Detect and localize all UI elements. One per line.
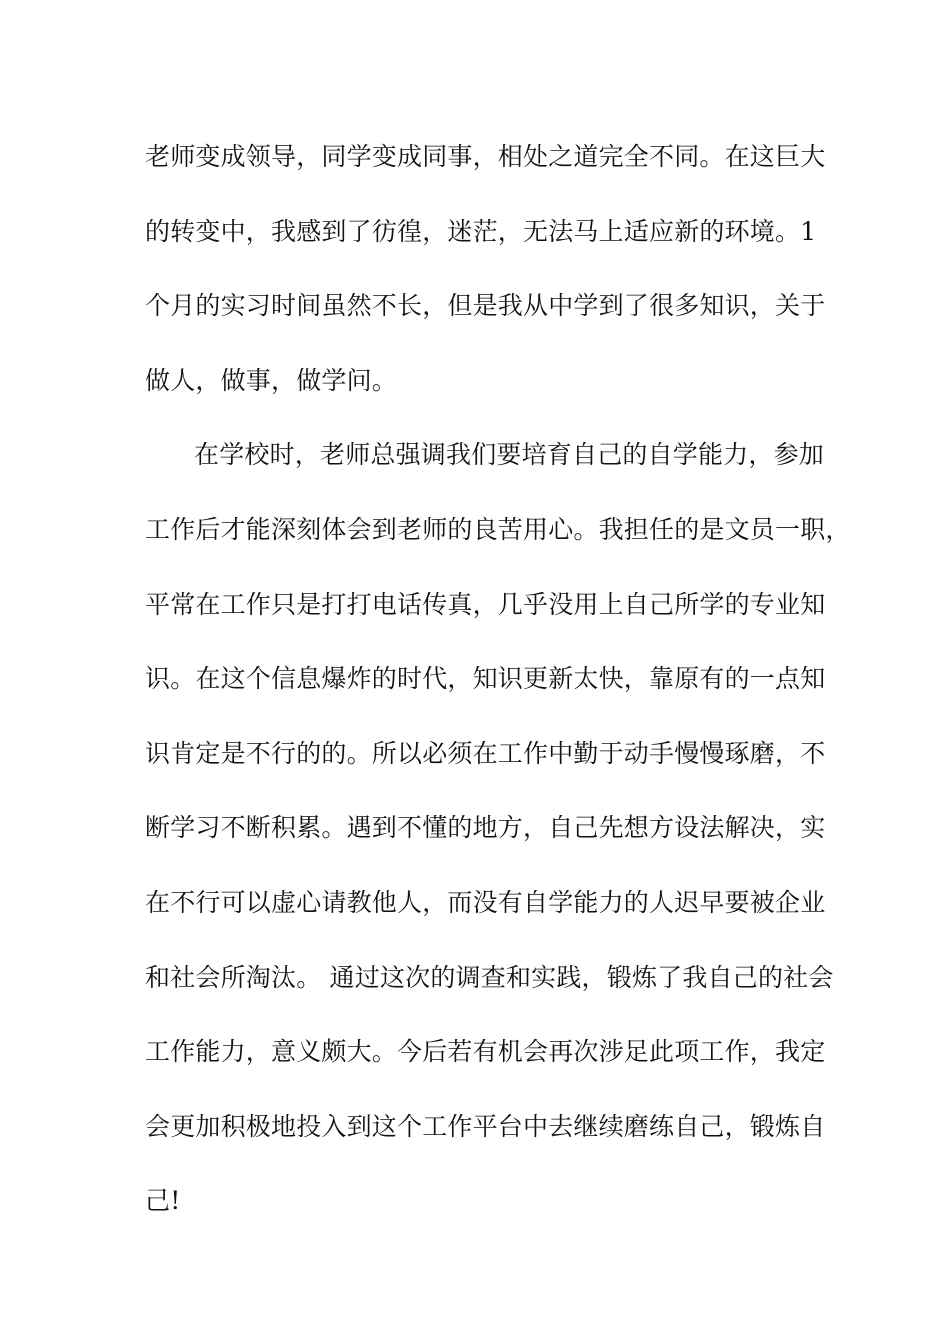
text-line: 在不行可以虚心请教他人，而没有自学能力的人迟早要被企业 — [145, 887, 826, 917]
text-line: 做人，做事，做学问。 — [145, 365, 398, 395]
text-line: 的转变中，我感到了彷徨，迷茫，无法马上适应新的环境。1 — [145, 216, 817, 246]
text-line: 工作能力，意义颇大。今后若有机会再次涉足此项工作，我定 — [145, 1037, 826, 1067]
text-line: 断学习不断积累。遇到不懂的地方，自己先想方设法解决，实 — [145, 813, 826, 843]
text-line: 平常在工作只是打打电话传真，几乎没用上自己所学的专业知 — [145, 589, 826, 619]
text-line: 和社会所淘汰。 通过这次的调查和实践，锻炼了我自己的社会 — [145, 962, 834, 992]
text-line: 己! — [145, 1186, 181, 1216]
text-line: 个月的实习时间虽然不长，但是我从中学到了很多知识，关于 — [145, 291, 826, 321]
text-line: 识。在这个信息爆炸的时代，知识更新太快，靠原有的一点知 — [145, 664, 826, 694]
text-line: 识肯定是不行的的。所以必须在工作中勤于动手慢慢琢磨，不 — [145, 738, 826, 768]
paragraph-first-line: 在学校时，老师总强调我们要培育自己的自学能力，参加 — [194, 440, 825, 470]
text-line: 工作后才能深刻体会到老师的良苦用心。我担任的是文员一职， — [145, 514, 851, 544]
body-text — [145, 120, 851, 1239]
text-line: 会更加积极地投入到这个工作平台中去继续磨练自己，锻炼自 — [145, 1111, 826, 1141]
text-line: 老师变成领导，同学变成同事，相处之道完全不同。在这巨大 — [145, 142, 826, 171]
